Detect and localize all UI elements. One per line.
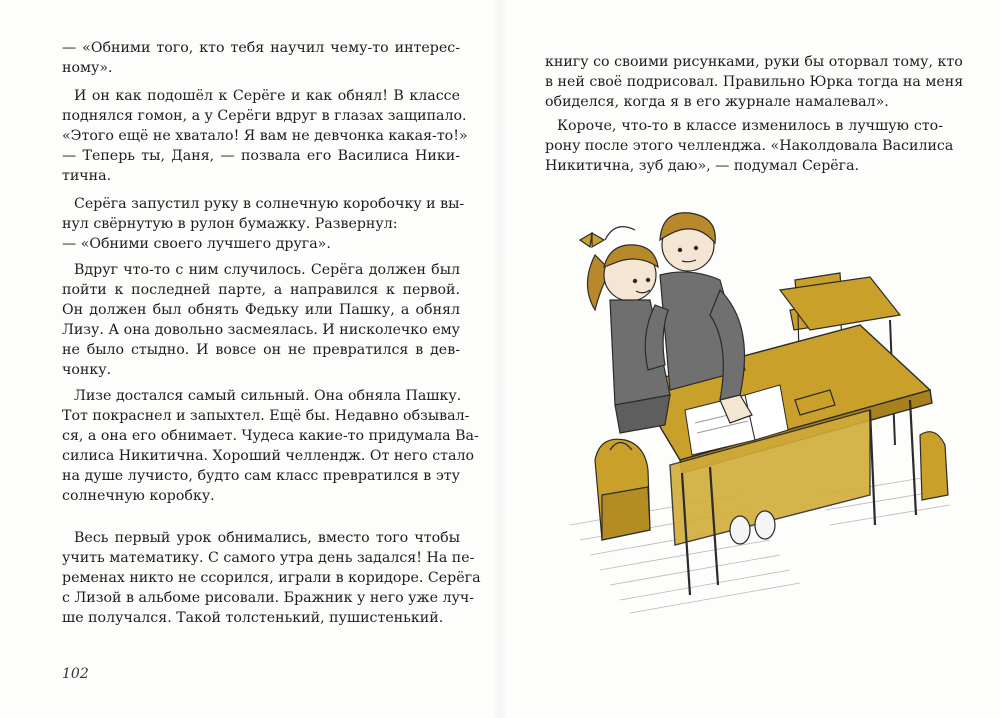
text-line: Никитична, зуб даю», — подумал Серёга. [545, 158, 860, 174]
text-line: ременах никто не ссорился, играли в коридоре. Серёга [62, 570, 481, 586]
text-line: ше получался. Такой толстенький, пушистенький. [62, 610, 444, 626]
text-line: — «Обними того, кто тебя научил чему-то интерес- [62, 40, 460, 56]
text-line: нул свёрнутую в рулон бумажку. Развернул: [62, 216, 398, 232]
text-line: Тот покраснел и запыхтел. Ещё бы. Недавно обзывал- [62, 408, 470, 424]
text-line: силиса Никитична. Хороший челлендж. От него стало [62, 448, 475, 464]
text-line: И он как подошёл к Серёге и как обнял! В классе [74, 88, 460, 104]
text-line: в ней своё подрисовал. Правильно Юрка тогда на меня [545, 74, 964, 90]
text-line: Вдруг что-то с ним случилось. Серёга должен был [74, 262, 460, 278]
text-line: обиделся, когда я в его журнале намалевал». [545, 94, 889, 110]
text-line: Он должен был обнять Федьку или Пашку, а обнял [62, 302, 460, 318]
backpack-left [595, 439, 650, 540]
right-page [500, 0, 1000, 718]
text-line: Лизе достался самый сильный. Она обняла Пашку. [74, 388, 462, 404]
text-line: Лизу. А она довольно засмеялась. И нисколечко ему [62, 322, 460, 338]
text-line: Весь первый урок обнимались, вместо того чтобы [74, 530, 460, 546]
text-line: Серёга запустил руку в солнечную коробочку и вы- [74, 196, 465, 212]
text-line: с Лизой в альбоме рисовали. Бражник у него уже луч- [62, 590, 475, 606]
text-line: солнечную коробку. [62, 488, 215, 504]
text-line: чонку. [62, 362, 112, 378]
classroom-illustration [540, 195, 970, 625]
text-line: рону после этого челленджа. «Наколдовала Василиса [545, 138, 954, 154]
text-line: тична. [62, 168, 112, 184]
text-line: поднялся гомон, а у Серёги вдруг в глазах защипало. [62, 108, 467, 124]
text-line: учить математику. С самого утра день задался! На пе- [62, 550, 475, 566]
text-line: не было стыдно. И вовсе он не превратился в дев- [62, 342, 460, 358]
text-line: — «Обними своего лучшего друга». [62, 236, 331, 252]
text-line: на душе лучисто, будто сам класс превратился в эту [62, 468, 460, 484]
text-line: ся, а она его обнимает. Чудеса какие-то придумала Ва- [62, 428, 479, 444]
text-line: Короче, что-то в классе изменилось в лучшую сто- [557, 118, 943, 134]
text-line: «Этого ещё не хватало! Я вам не девчонка какая-то!» [62, 128, 468, 144]
text-line: пойти к последней парте, а направился к первой. [62, 282, 460, 298]
text-line: — Теперь ты, Даня, — позвала его Василиса Ники- [62, 148, 460, 164]
page-number: 102 [62, 666, 89, 682]
text-line: книгу со своими рисунками, руки бы оторвал тому, кто [545, 54, 963, 70]
text-line: ному». [62, 60, 113, 76]
backpack-right [920, 432, 948, 500]
